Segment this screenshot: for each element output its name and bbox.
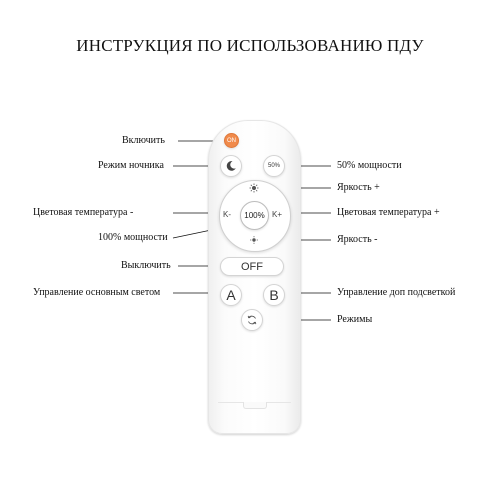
label-brightness-up: Яркость + [337, 182, 380, 193]
half-power-button-label: 50% [267, 163, 280, 169]
color-temp-minus-button[interactable] [223, 210, 231, 219]
moon-icon [225, 160, 237, 172]
label-modes: Режимы [337, 314, 373, 325]
full-power-button-label: 100% [244, 211, 265, 220]
page-title: ИНСТРУКЦИЯ ПО ИСПОЛЬЗОВАНИЮ ПДУ [76, 36, 424, 55]
half-power-button[interactable] [263, 155, 285, 177]
off-button[interactable] [220, 257, 284, 276]
k-plus-label: K+ [272, 210, 283, 219]
k-minus-label: K- [223, 210, 231, 219]
label-night-mode: Режим ночника [98, 160, 164, 171]
a-button-label: A [226, 287, 236, 303]
sun-icon [249, 235, 259, 245]
b-button-label: B [269, 287, 279, 303]
night-mode-button[interactable] [220, 155, 242, 177]
modes-button[interactable] [241, 309, 263, 331]
on-button[interactable] [224, 133, 239, 148]
backlight-button[interactable] [263, 284, 285, 306]
label-color-temp-minus: Цветовая температура - [33, 207, 134, 218]
cycle-icon [246, 314, 258, 326]
brightness-down-button[interactable] [249, 235, 259, 247]
on-button-label: ON [227, 137, 236, 144]
main-light-button[interactable] [220, 284, 242, 306]
label-half-power: 50% мощности [337, 160, 402, 171]
label-full-power: 100% мощности [98, 232, 168, 243]
off-button-label: OFF [241, 260, 263, 273]
color-temp-plus-button[interactable] [272, 210, 282, 219]
label-color-temp-plus: Цветовая температура + [337, 207, 440, 218]
label-brightness-down: Яркость - [337, 234, 378, 245]
label-turn-off: Выключить [121, 260, 171, 271]
remote-battery-notch [243, 402, 267, 409]
label-backlight: Управление доп подсветкой [337, 287, 456, 298]
full-power-button[interactable] [240, 201, 269, 230]
brightness-up-button[interactable] [249, 183, 259, 195]
sun-icon [249, 183, 259, 193]
label-turn-on: Включить [122, 135, 165, 146]
label-main-light: Управление основным светом [33, 287, 161, 298]
